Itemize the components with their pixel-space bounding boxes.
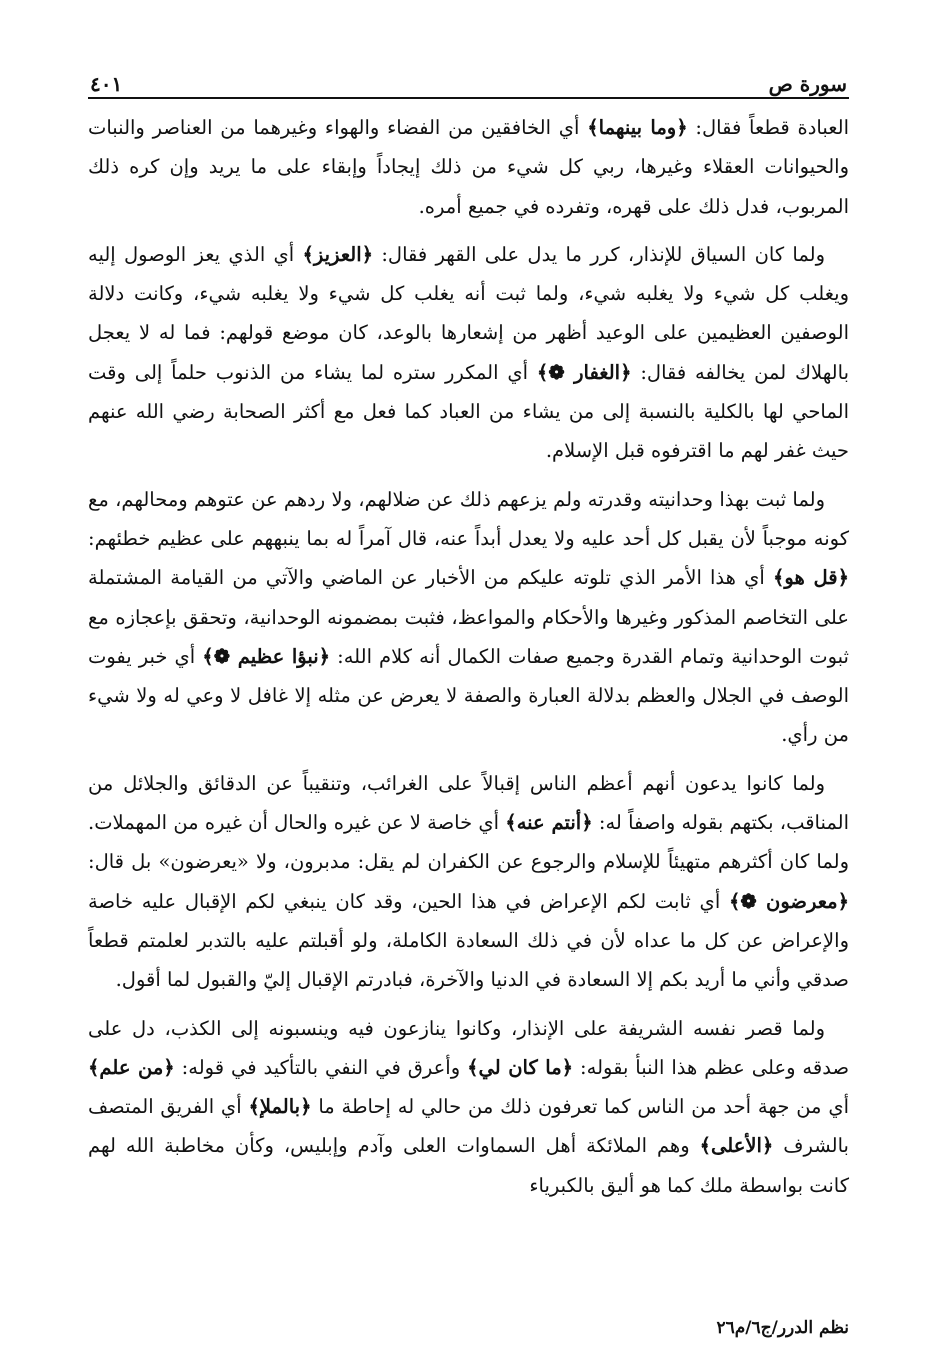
paragraph-text: العبادة قطعاً فقال: — [687, 116, 849, 139]
header-divider — [88, 97, 849, 99]
paragraph-text: أي الذي يعز الوصول إليه ويغلب كل شيء ولا يغلبه شيء، ولما ثبت أنه يغلب كل شيء ولا يغلبه شيء، وكانت دلالة الوصفين العظيمين على الوعيد أظهر من إشعارها بالوعد، كان موضع قولهم: فما له لا يعجل بالهلاك لمن يخالفه فقال: — [88, 242, 849, 384]
quran-quote: ﴿العزيز﴾ — [302, 242, 374, 266]
quran-quote: ﴿معرضون ❁﴾ — [728, 889, 850, 913]
paragraph-text: وهم الملائكة أهل السماوات العلى وآدم وإبليس، وكأن مخاطبة الله لهم كانت بواسطة ملك كما هو أليق بالكبرياء — [88, 1134, 849, 1197]
paragraph-text: أي الخافقين من الفضاء والهواء وغيرهما من العناصر والنبات والحيوانات العقلاء وغيرها، ربي كل شيء من ذلك إيجاداً وإبقاء على ما يريد وإن كره ذلك المربوب، فدل ذلك على قهره، وتفرده في جميع أمره. — [88, 116, 849, 218]
paragraph-text: ولما ثبت بهذا وحدانيته وقدرته ولم يزعهم ذلك عن ضلالهم، ولا ردهم عن عتوهم ومحالهم، مع كونه موجباً لأن يقبل كل أحد عليه ولا يعدل أبداً عنه، قال آمراً له بما ينبههم على عظيم خطئهم: — [88, 487, 849, 550]
quran-quote: ﴿أنتم عنه﴾ — [505, 811, 593, 835]
paragraph-text: ولما قصر نفسه الشريفة على الإنذار، وكانوا ينازعون فيه وينسبونه إلى الكذب، دل على صدقه وعلى عظم هذا النبأ بقوله: — [88, 1016, 850, 1079]
footer-signature: نظم الدرر/ج٦/م٢٦ — [716, 1318, 849, 1338]
paragraph-text: أي الفريق المتصف بالشرف — [88, 1095, 849, 1158]
quran-quote: ﴿ما كان لي﴾ — [467, 1055, 574, 1079]
quran-quote: ﴿قل هو﴾ — [772, 566, 849, 590]
paragraph-text: ولما كان السياق للإنذار، كرر ما يدل على القهر فقال: — [373, 242, 825, 266]
paragraph-3 — [88, 480, 849, 755]
page-header — [90, 58, 847, 98]
paragraph-1 — [88, 108, 849, 226]
paragraph-text: أي خاصة لا عن غيره والحال أن غيره من المهملات. ولما كان أكثرهم متهيئاً للإسلام والرجوع عن الكفران لم يقل: مدبرون، ولا «يعرضون» بل قال: — [88, 811, 849, 874]
paragraph-text: أي من جهة أحد من الناس كما تعرفون ذلك من حالي له إحاطة ما — [311, 1095, 849, 1119]
quran-quote: ﴿الغفار ❁﴾ — [536, 360, 632, 384]
quran-quote: ﴿بالملإ﴾ — [248, 1095, 312, 1119]
paragraph-text: ولما كانوا يدعون أنهم أعظم الناس إقبالاً على الغرائب، وتنقيباً عن الدقائق والجلائل من المناقب، بكتهم بقوله واصفاً له: — [88, 771, 849, 835]
paragraph-text: أي خبر يفوت الوصف في الجلال والعظم بدلالة العبارة والصفة لا يعرض عن مثله إلا غافل لا وعي له ولا شيء من رأي. — [88, 644, 849, 747]
paragraph-text: أي المكرر ستره لما يشاء من الذنوب حلماً إلى وقت الماحي لها بالكلية بالنسبة إلى من يشاء من العباد كما فعل مع أكثر الصحابة رضي الله عنهم حيث غفر لهم ما اقترفوه قبل الإسلام. — [88, 360, 849, 463]
paragraph-text: وأعرق في النفي بالتأكيد في قوله: — [174, 1055, 468, 1079]
paragraph-text: أي هذا الأمر الذي تلوته عليكم من الأخبار عن الماضي والآتي من القيامة المشتملة على التخاصم المذكور وغيرها والأحكام والمواعظ، فثبت بمضمونه الوحدانية، وتحقق بإعجازه مع ثبوت الوحدانية وتمام القدرة وجميع صفات الكمال أنه كلام الله: — [88, 566, 849, 668]
paragraph-text: أي ثابت لكم الإعراض في هذا الحين، وقد كان ينبغي لكم الإقبال عليه خاصة والإعراض عن كل ما عداه لأن في ذلك السعادة الكاملة، ولو أقبلتم عليه بالتدبر لعلمتم قطعاً صدقي وأني ما أريد بكم إلا السعادة في الدنيا والآخرة، فبادرتم الإقبال إليّ والقبول لما أقول. — [88, 889, 849, 992]
quran-quote: ﴿نبؤا عظيم ❁﴾ — [202, 644, 331, 668]
quran-quote: ﴿وما بينهما﴾ — [587, 116, 688, 139]
paragraph-5 — [88, 1009, 849, 1205]
page-body — [88, 108, 849, 1214]
paragraph-2 — [88, 235, 849, 471]
quran-quote: ﴿الأعلى﴾ — [699, 1134, 774, 1158]
page-number: ٤٠١ — [90, 72, 123, 96]
quran-quote: ﴿من علم﴾ — [88, 1055, 175, 1079]
surah-title: سورة ص — [768, 72, 847, 96]
page-footer — [88, 1316, 849, 1340]
paragraph-4 — [88, 764, 849, 1000]
